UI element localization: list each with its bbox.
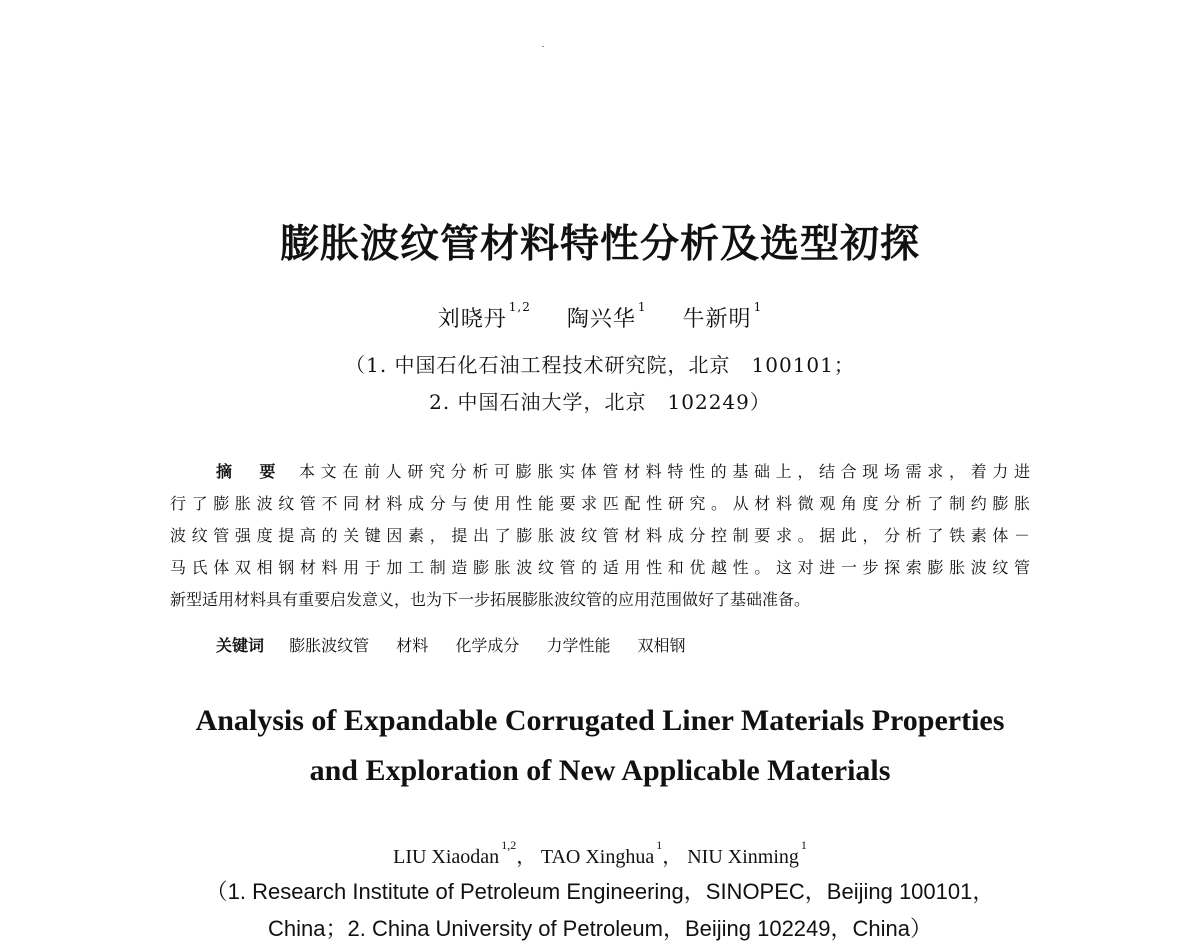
keyword: 双相钢 bbox=[637, 636, 686, 655]
keyword: 膨胀波纹管 bbox=[289, 636, 370, 655]
author-affiliation-mark: 1 bbox=[656, 838, 663, 852]
author-affiliation-mark: 1 bbox=[800, 838, 807, 852]
author-name: 陶兴华 bbox=[566, 307, 636, 332]
chinese-title: 膨胀波纹管材料特性分析及选型初探 bbox=[279, 221, 920, 267]
author-en bbox=[393, 838, 537, 868]
chinese-abstract bbox=[170, 456, 1030, 616]
author-name: LIU Xiaodan bbox=[393, 846, 500, 868]
keyword: 化学成分 bbox=[455, 636, 520, 655]
abstract-label: 摘 要 bbox=[216, 462, 281, 481]
scan-speck bbox=[542, 46, 544, 47]
english-title-line: and Exploration of New Applicable Materials bbox=[309, 754, 891, 787]
keyword: 材料 bbox=[396, 636, 429, 655]
english-authors bbox=[0, 840, 1200, 869]
author-name: 刘晓丹 bbox=[437, 307, 507, 332]
author-name: NIU Xinming bbox=[687, 846, 799, 868]
author-affiliation-mark: 1,2 bbox=[508, 300, 531, 314]
abstract-line: 新型适用材料具有重要启发意义，也为下一步拓展膨胀波纹管的应用范围做好了基础准备。 bbox=[170, 590, 811, 609]
chinese-affiliation-line: 2. 中国石油大学，北京 102249） bbox=[429, 390, 771, 414]
author-name: TAO Xinghua bbox=[540, 846, 655, 868]
author-name: 牛新明 bbox=[682, 307, 752, 332]
keywords-label: 关键词 bbox=[216, 636, 265, 655]
author-affiliation-mark: 1 bbox=[753, 300, 763, 314]
chinese-affiliation-line: （1. 中国石化石油工程技术研究院，北京 100101； bbox=[345, 353, 855, 377]
author-affiliation-mark: 1,2 bbox=[501, 838, 517, 852]
author-separator: ， bbox=[516, 846, 537, 868]
abstract-line bbox=[170, 456, 1030, 488]
english-title-line: Analysis of Expandable Corrugated Liner Materials Properties bbox=[195, 704, 1005, 737]
abstract-line: 行了膨胀波纹管不同材料成分与使用性能要求匹配性研究。从材料微观角度分析了制约膨胀 bbox=[170, 494, 1030, 513]
abstract-line: 马氏体双相钢材料用于加工制造膨胀波纹管的适用性和优越性。这对进一步探索膨胀波纹管 bbox=[170, 558, 1030, 577]
author-en bbox=[687, 838, 807, 868]
abstract-text: 本文在前人研究分析可膨胀实体管材料特性的基础上，结合现场需求，着力进 bbox=[299, 462, 1030, 481]
chinese-authors bbox=[0, 302, 1200, 333]
english-affiliation-line: （1. Research Institute of Petroleum Engineering，SINOPEC，Beijing 100101， bbox=[205, 879, 995, 904]
author-cn bbox=[566, 300, 647, 332]
chinese-keywords bbox=[216, 633, 708, 656]
author-en bbox=[540, 838, 683, 868]
author-cn bbox=[437, 300, 531, 332]
abstract-line: 波纹管强度提高的关键因素，提出了膨胀波纹管材料成分控制要求。据此，分析了铁素体－ bbox=[170, 526, 1030, 545]
keyword: 力学性能 bbox=[546, 636, 611, 655]
english-affiliation-line: China；2. China University of Petroleum，Beijing 102249，China） bbox=[268, 916, 932, 941]
author-separator: ， bbox=[662, 846, 683, 868]
author-cn bbox=[682, 300, 763, 332]
author-affiliation-mark: 1 bbox=[637, 300, 647, 314]
